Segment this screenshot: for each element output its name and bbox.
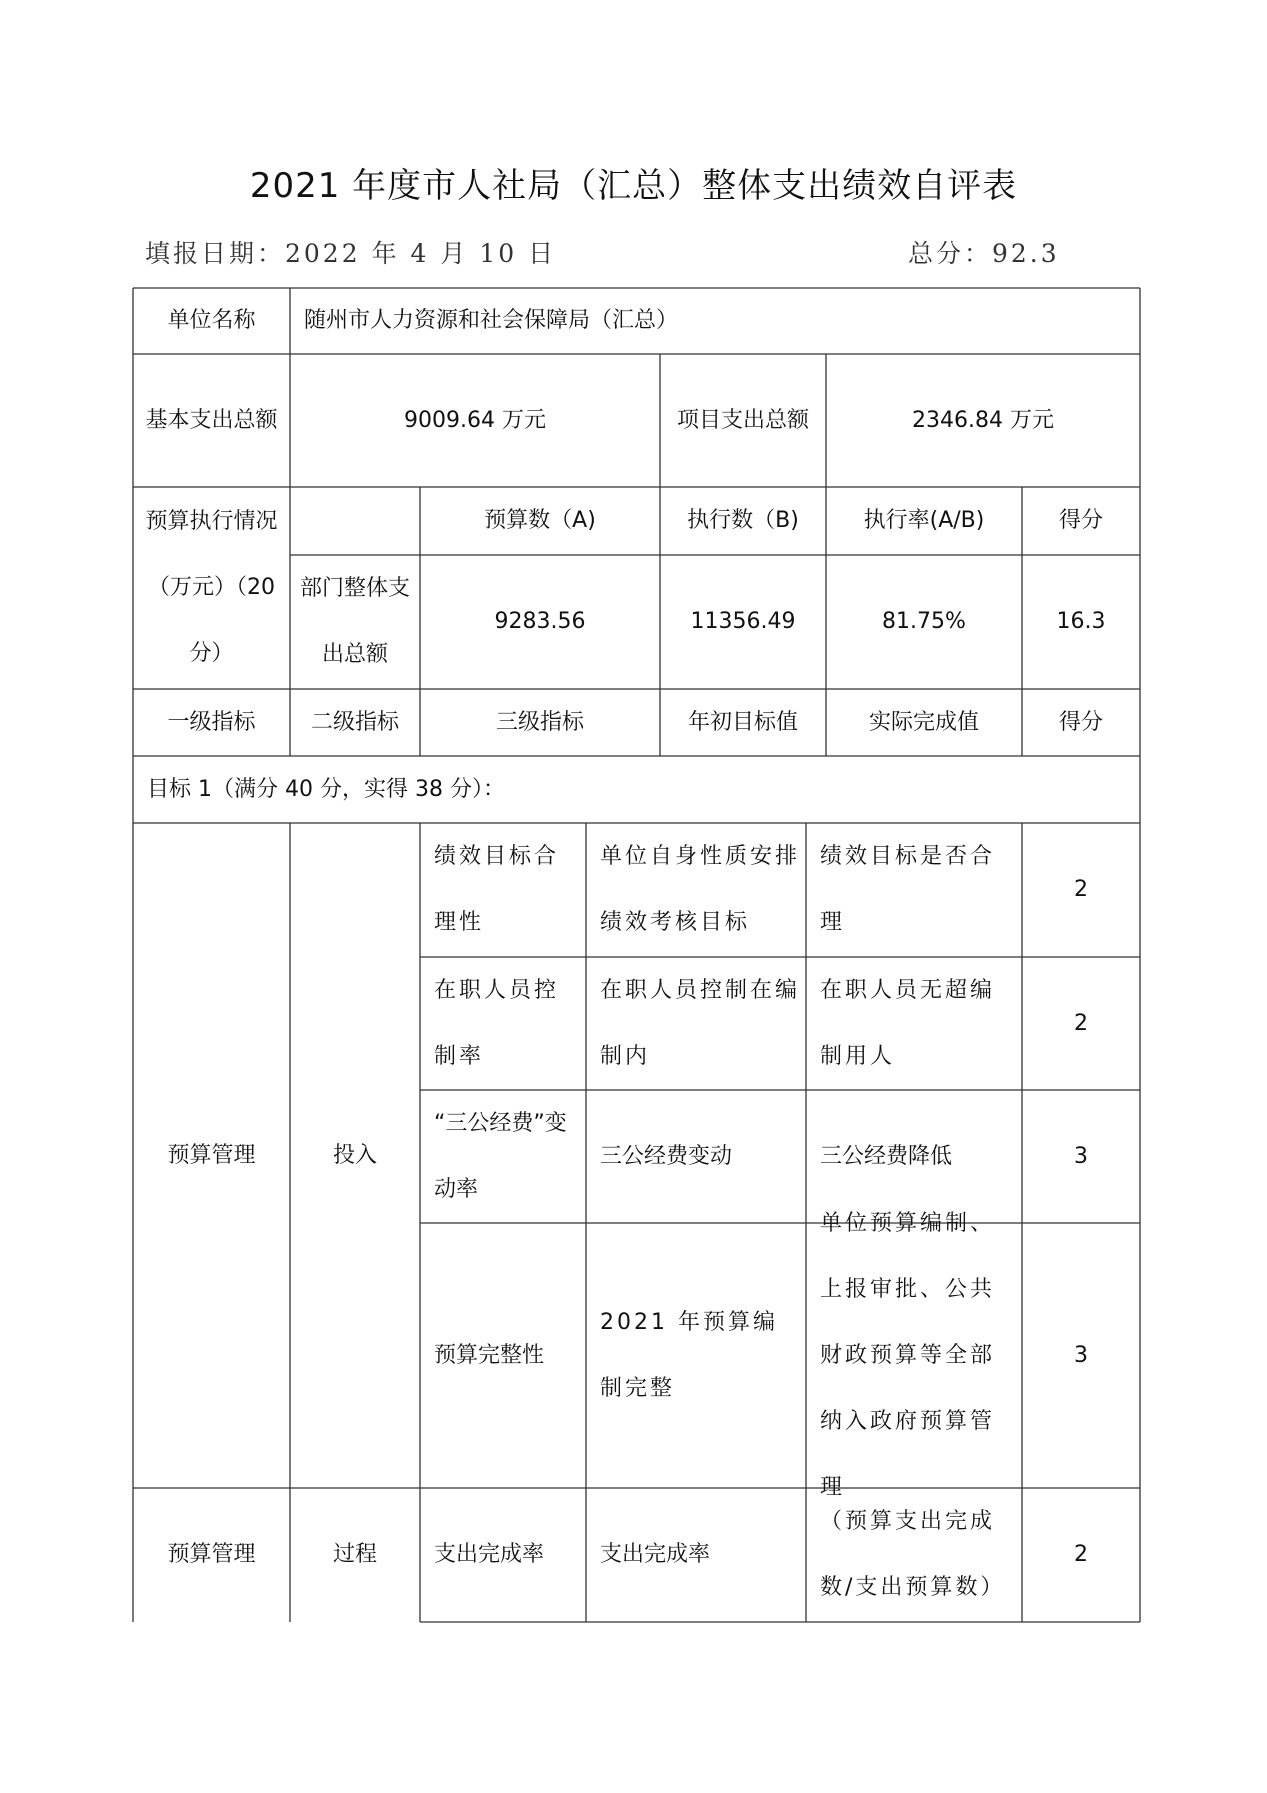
header-score: 得分: [1058, 709, 1103, 735]
table-row-4-actual: 单位预算编制、上报审批、公共财政预算等全部纳入政府预算管理: [820, 1210, 996, 1500]
table-row-3-level3: “三公经费”变动率: [434, 1110, 567, 1202]
dept-total-label: 部门整体支出总额: [300, 576, 411, 667]
col-budget-header: 预算数（A): [484, 508, 596, 533]
unit-name-value: 随州市人力资源和社会保障局（汇总）: [304, 308, 679, 333]
table-row-2-score: 2: [1074, 1010, 1088, 1036]
col-score-header: 得分: [1058, 508, 1103, 533]
table-row-1-target: 单位自身性质安排绩效考核目标: [600, 844, 801, 935]
header-target: 年初目标值: [687, 709, 798, 735]
table-row-4-target: 2021 年预算编制完整: [600, 1309, 778, 1401]
table-row-5-target: 支出完成率: [600, 1542, 711, 1567]
header-level2: 二级指标: [310, 709, 399, 735]
header-level3: 三级指标: [495, 709, 584, 735]
group2-level1: 预算管理: [167, 1542, 256, 1567]
project-expense-value: 2346.84 万元: [912, 407, 1054, 433]
fill-date: 填报日期：2022 年 4 月 10 日: [145, 239, 557, 268]
table-row-5-actual: （预算支出完成数/支出预算数）: [820, 1509, 1006, 1600]
table-row-3-score: 3: [1074, 1143, 1088, 1169]
table-row-2-target: 在职人员控制在编制内: [600, 977, 801, 1069]
group1-level2: 投入: [332, 1142, 377, 1168]
table-row-4-score: 3: [1074, 1342, 1088, 1368]
col-exec-header: 执行数（B): [687, 508, 799, 533]
table-row-4-level3: 预算完整性: [434, 1342, 545, 1368]
table-row-2-actual: 在职人员无超编制用人: [820, 977, 996, 1069]
table-row-1-score: 2: [1074, 877, 1088, 902]
project-expense-label: 项目支出总额: [676, 407, 809, 433]
total-score: 总分：92.3: [908, 239, 1060, 268]
col-rate-header: 执行率(A/B): [863, 508, 985, 533]
goal-1-row: 目标 1（满分 40 分，实得 38 分）：: [147, 776, 505, 802]
exec-value: 11356.49: [690, 609, 796, 634]
unit-name-label: 单位名称: [167, 308, 256, 333]
page-title: 2021 年度市人社局（汇总）整体支出绩效自评表: [249, 166, 1018, 206]
budget-execution-label: 预算执行情况（万元）（20 分）: [145, 509, 278, 666]
group2-level2: 过程: [332, 1542, 377, 1567]
table-row-2-level3: 在职人员控制率: [434, 977, 560, 1069]
header-actual: 实际完成值: [868, 709, 979, 735]
table-row-5-score: 2: [1074, 1542, 1088, 1567]
table-row-5-level3: 支出完成率: [434, 1542, 545, 1567]
budget-value: 9283.56: [494, 609, 586, 634]
basic-expense-value: 9009.64 万元: [404, 407, 546, 433]
table-row-1-actual: 绩效目标是否合理: [820, 844, 996, 935]
header-level1: 一级指标: [167, 709, 256, 735]
budget-score-value: 16.3: [1056, 609, 1106, 634]
table-row-3-actual: 三公经费降低: [820, 1143, 953, 1169]
table-row-1-level3: 绩效目标合理性: [434, 844, 560, 935]
table-row-3-target: 三公经费变动: [600, 1143, 733, 1169]
rate-value: 81.75%: [882, 609, 966, 634]
basic-expense-label: 基本支出总额: [145, 407, 278, 433]
group1-level1: 预算管理: [167, 1142, 256, 1168]
